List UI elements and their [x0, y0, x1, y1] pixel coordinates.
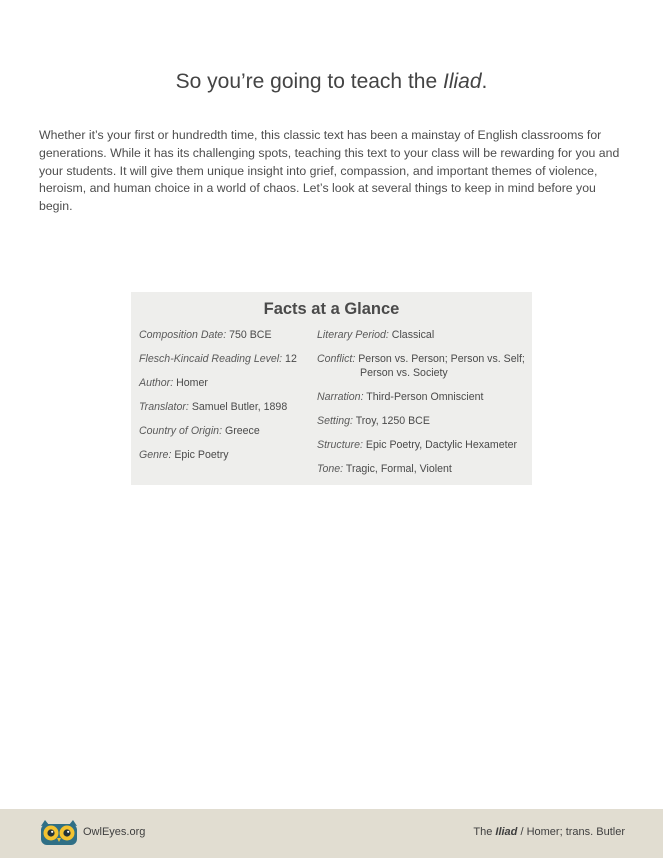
facts-right-column	[317, 328, 529, 486]
fact-genre: Genre: Epic Poetry	[139, 449, 229, 461]
book-reference: The Iliad / Homer; trans. Butler	[473, 826, 625, 838]
fact-translator: Translator: Samuel Butler, 1898	[139, 401, 288, 413]
fact-author: Author: Homer	[139, 377, 208, 389]
fact-structure: Structure: Epic Poetry, Dactylic Hexameter	[317, 439, 517, 451]
fact-narration: Narration: Third-Person Omniscient	[317, 391, 484, 403]
owl-icon[interactable]	[40, 820, 78, 846]
title-prefix: So you’re going to teach the	[175, 70, 443, 93]
fact-setting: Setting: Troy, 1250 BCE	[317, 415, 430, 427]
page-title	[0, 70, 663, 94]
fact-literary-period: Literary Period: Classical	[317, 329, 435, 341]
title-work: Iliad	[442, 70, 482, 93]
brand-link[interactable]: OwlEyes.org	[83, 826, 146, 838]
fact-composition-date: Composition Date: 750 BCE	[139, 329, 272, 341]
fact-country-of-origin: Country of Origin: Greece	[139, 425, 260, 437]
fact-conflict: Conflict: Person vs. Person; Person vs. Self; Person vs. Society	[317, 353, 525, 379]
fact-reading-level: Flesch-Kincaid Reading Level: 12	[139, 353, 297, 365]
title-suffix: .	[481, 70, 488, 93]
facts-left-column	[139, 328, 311, 472]
page-footer	[0, 809, 663, 858]
intro-paragraph: Whether it’s your first or hundredth time, this classic text has been a mainstay of English classrooms for generations. While it has its challenging spots, teaching this text to your class will be rewarding for you and your students. It will give them unique insight into grief, compassion, and important themes of violence, heroism, and human choice in a world of chaos. Let’s look at several things to keep in mind before you begin.	[39, 128, 620, 214]
book-title: Iliad	[495, 826, 518, 838]
fact-tone: Tone: Tragic, Formal, Violent	[317, 463, 452, 475]
facts-title: Facts at a Glance	[263, 300, 400, 318]
facts-at-a-glance-box	[131, 292, 532, 485]
